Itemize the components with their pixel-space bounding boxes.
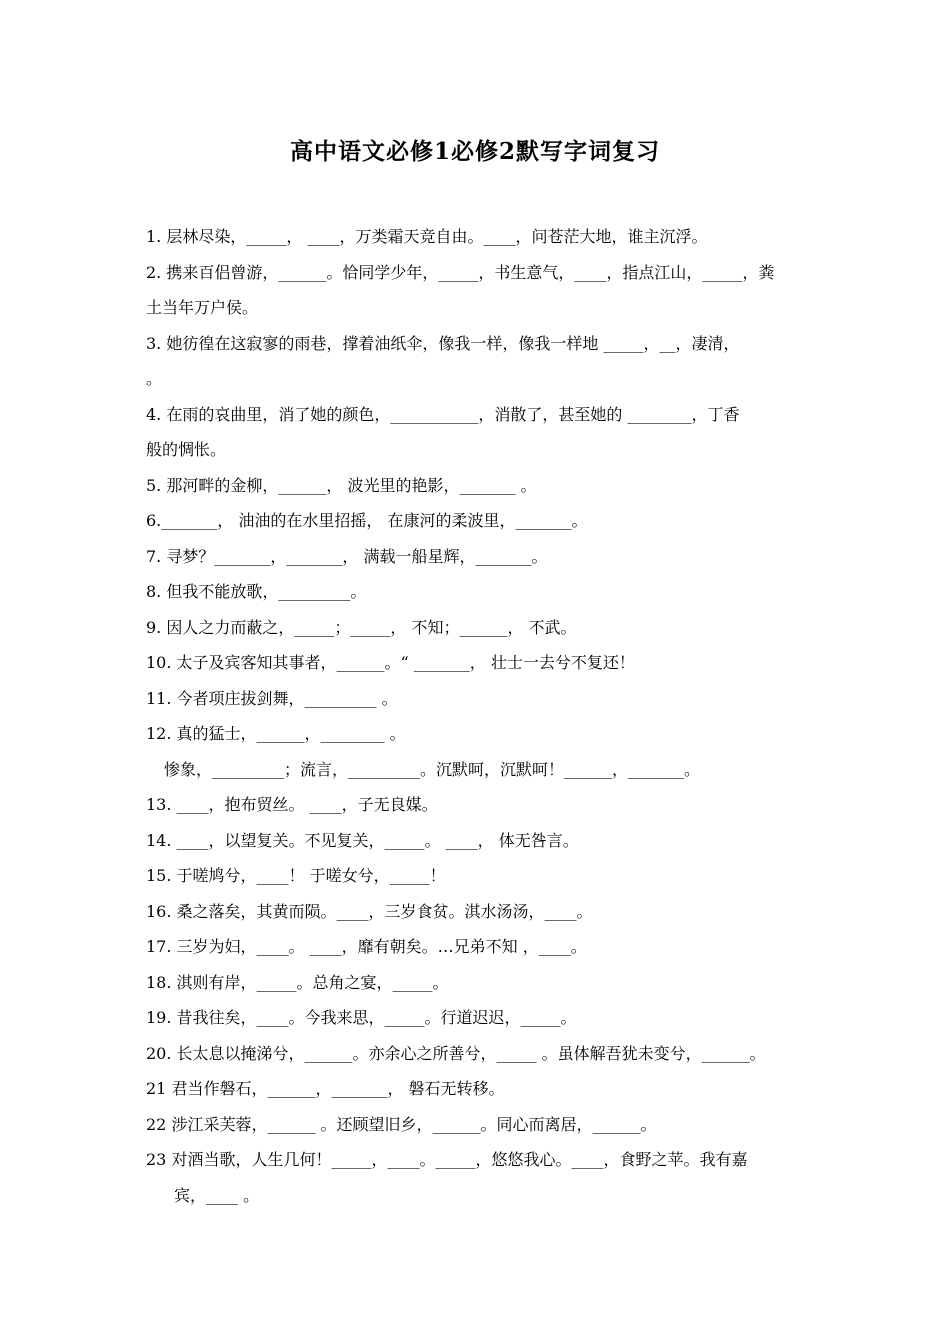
question-text: 2. 携来百侣曾游，______。恰同学少年，_____，书生意气，____，指点江山，_____，粪	[146, 262, 775, 282]
question-text: 惨象，_________；流言，_________。沉默呵，沉默呵！______，_______。	[164, 759, 701, 779]
question-text: 23 对酒当歌，人生几何！_____，____。_____，悠悠我心。____，食野之苹。我有嘉	[146, 1150, 748, 1169]
question-item	[146, 681, 814, 717]
question-continuation: 般的惆怅。	[146, 440, 227, 459]
question-item	[146, 716, 814, 752]
question-text: 10. 太子及宾客知其事者，______。“ _______， 壮士一去兮不复还！	[146, 653, 635, 672]
question-item	[146, 1107, 814, 1143]
question-item	[146, 929, 814, 965]
question-text: 6._______， 油油的在水里招摇， 在康河的柔波里，_______。	[146, 511, 588, 530]
question-continuation: 宾，____ 。	[174, 1185, 260, 1205]
question-item	[146, 1000, 814, 1036]
question-continuation: 。	[146, 369, 163, 388]
question-item	[146, 503, 814, 539]
question-item	[146, 1071, 814, 1107]
question-text: 11. 今者项庄拔剑舞，_________ 。	[146, 688, 398, 708]
question-item	[146, 752, 814, 788]
question-item	[146, 787, 814, 823]
question-text: 18. 淇则有岸，_____。总角之宴，_____。	[146, 972, 449, 992]
question-text: 15. 于嗟鸠兮，____！ 于嗟女兮，_____！	[146, 866, 446, 885]
question-text: 9. 因人之力而蔽之，_____；_____， 不知；______， 不武。	[146, 617, 577, 637]
question-item	[146, 1142, 814, 1213]
question-text: 21 君当作磐石，______，_______， 磐石无转移。	[146, 1079, 505, 1098]
question-item	[146, 894, 814, 930]
question-text: 3. 她彷徨在这寂寥的雨巷，撑着油纸伞，像我一样，像我一样地 _____，__，凄清，	[146, 333, 740, 353]
question-text: 13. ____，抱布贸丝。 ____，子无良媒。	[146, 795, 438, 814]
question-item	[146, 858, 814, 894]
question-item	[146, 326, 814, 397]
question-text: 8. 但我不能放歌，_________。	[146, 582, 367, 601]
question-item	[146, 823, 814, 859]
question-item	[146, 645, 814, 681]
question-item	[146, 468, 814, 504]
question-text: 20. 长太息以掩涕兮，______。亦余心之所善兮，_____ 。虽体解吾犹未变兮，______。	[146, 1043, 766, 1063]
question-item	[146, 255, 814, 326]
question-continuation: 土当年万户侯。	[146, 298, 259, 317]
question-item	[146, 219, 814, 255]
question-item	[146, 610, 814, 646]
question-text: 14. ____，以望复关。不见复关，_____。 ____， 体无咎言。	[146, 830, 579, 850]
question-item	[146, 965, 814, 1001]
question-text: 19. 昔我往矣，____。今我来思，_____。行道迟迟，_____。	[146, 1008, 577, 1027]
question-item	[146, 1036, 814, 1072]
question-text: 17. 三岁为妇，____。 ____，靡有朝矣。…兄弟不知 ，____。	[146, 937, 587, 956]
question-text: 5. 那河畔的金柳，______， 波光里的艳影，_______ 。	[146, 475, 537, 495]
question-text: 22 涉江采芙蓉，______ 。还顾望旧乡，______。同心而离居，______。	[146, 1114, 657, 1134]
question-text: 4. 在雨的哀曲里，消了她的颜色，___________，消散了，甚至她的 ________，丁香	[146, 404, 740, 424]
question-text: 7. 寻梦？_______，_______， 满载一船星辉，_______。	[146, 546, 548, 566]
question-text: 1. 层林尽染，_____， ____，万类霜天竞自由。____，问苍茫大地，谁主沉浮。	[146, 227, 708, 246]
question-list	[146, 219, 814, 1213]
question-item	[146, 574, 814, 610]
question-item	[146, 539, 814, 575]
page-title: 高中语文必修1必修2默写字词复习	[289, 138, 660, 165]
question-item	[146, 397, 814, 468]
question-text: 16. 桑之落矣，其黄而陨。____，三岁食贫。淇水汤汤，____。	[146, 901, 593, 921]
question-text: 12. 真的猛士，______，________ 。	[146, 724, 406, 743]
